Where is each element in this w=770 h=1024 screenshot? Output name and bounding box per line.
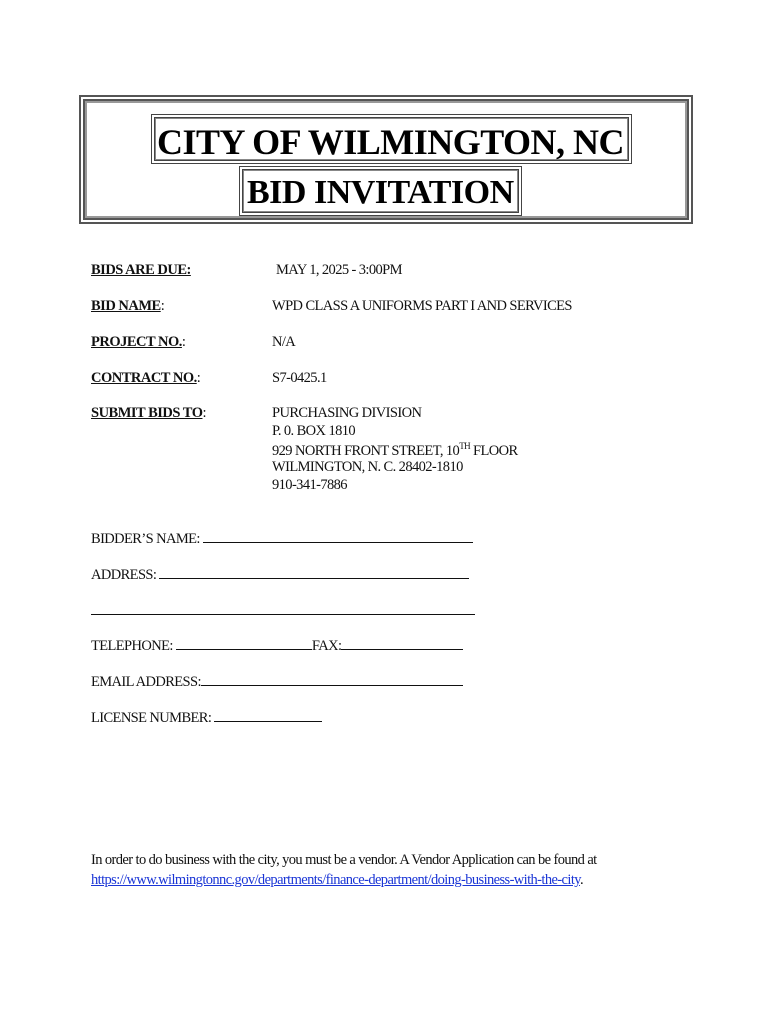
phone-fax-field[interactable] (91, 637, 463, 655)
project-no-value: N/A (272, 334, 296, 350)
fax-blank[interactable] (341, 637, 463, 650)
bidder-name-blank[interactable] (203, 530, 473, 543)
address-po-box: P. 0. BOX 1810 (272, 423, 356, 439)
telephone-blank[interactable] (176, 637, 312, 650)
bids-due-value: MAY 1, 2025 - 3:00PM (276, 262, 402, 278)
vendor-note (91, 850, 597, 890)
address-label: ADDRESS: (91, 567, 157, 583)
contract-no-label: CONTRACT NO.: (91, 370, 201, 386)
address-line-2-field[interactable] (91, 602, 475, 620)
project-no-label: PROJECT NO.: (91, 334, 186, 350)
email-field[interactable] (91, 673, 463, 691)
bid-name-value: WPD CLASS A UNIFORMS PART I AND SERVICES (272, 298, 572, 314)
vendor-note-text: In order to do business with the city, you must be a vendor. A Vendor Application can be found at (91, 852, 597, 868)
address-field[interactable] (91, 566, 469, 584)
bid-name-label: BID NAME: (91, 298, 165, 314)
bidder-name-field[interactable] (91, 530, 473, 548)
telephone-label: TELEPHONE: (91, 638, 173, 654)
bidder-name-label: BIDDER’S NAME: (91, 531, 200, 547)
address-line-2-blank[interactable] (91, 602, 475, 615)
bids-due-label: BIDS ARE DUE: (91, 262, 191, 278)
address-street: 929 NORTH FRONT STREET, 10TH FLOOR (272, 441, 518, 459)
license-field[interactable] (91, 709, 322, 727)
submit-bids-label: SUBMIT BIDS TO: (91, 405, 207, 421)
header-box (79, 95, 693, 224)
license-label: LICENSE NUMBER: (91, 710, 212, 726)
license-blank[interactable] (214, 709, 322, 722)
address-city: WILMINGTON, N. C. 28402-1810 (272, 459, 463, 475)
email-blank[interactable] (201, 673, 463, 686)
vendor-note-period: . (579, 872, 583, 888)
contract-no-value: S7-0425.1 (272, 370, 327, 386)
address-division: PURCHASING DIVISION (272, 405, 422, 421)
page-subtitle: BID INVITATION (239, 166, 522, 216)
fax-label: FAX: (311, 638, 342, 654)
address-blank[interactable] (159, 566, 469, 579)
page-title: CITY OF WILMINGTON, NC (151, 114, 632, 164)
email-label: EMAIL ADDRESS: (91, 674, 201, 690)
vendor-link[interactable]: https://www.wilmingtonnc.gov/departments/finance-department/doing-business-with-the-city (91, 872, 580, 888)
address-phone: 910-341-7886 (272, 477, 347, 493)
